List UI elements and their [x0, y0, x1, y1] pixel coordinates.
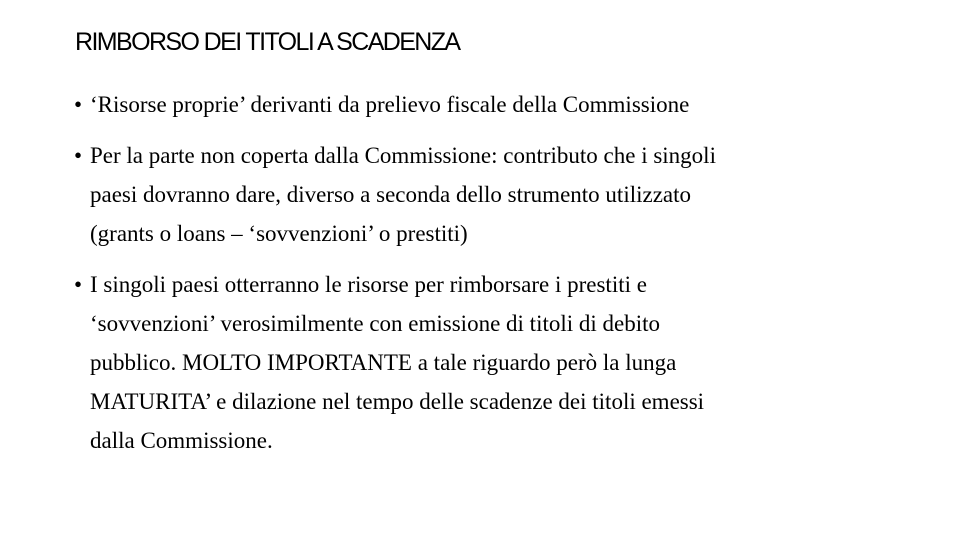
bullet-item [74, 85, 874, 124]
bullet-text [90, 85, 874, 124]
bullet-line: dalla Commissione. [90, 428, 273, 453]
bullet-line: pubblico. MOLTO IMPORTANTE a tale riguardo però la lunga [90, 350, 677, 375]
bullet-item [74, 265, 874, 460]
bullet-line: • Per la parte non coperta dalla Commissione: contributo che i singoli [90, 143, 716, 168]
bullet-text [90, 265, 874, 460]
bullet-item [74, 136, 874, 253]
bullet-line: ‘sovvenzioni’ verosimilmente con emissione di titoli di debito [90, 311, 661, 336]
bullet-line: • ‘Risorse proprie’ derivanti da prelievo fiscale della Commissione [90, 92, 690, 117]
slide-title: RIMBORSO DEI TITOLI A SCADENZA [75, 28, 460, 56]
bullet-line: (grants o loans – ‘sovvenzioni’ o prestiti) [90, 221, 468, 246]
bullet-line: • I singoli paesi otterranno le risorse per rimborsare i prestiti e [90, 272, 647, 297]
bullet-list [74, 85, 874, 472]
bullet-text [90, 136, 874, 253]
bullet-line: MATURITA’ e dilazione nel tempo delle scadenze dei titoli emessi [90, 389, 705, 414]
bullet-line: paesi dovranno dare, diverso a seconda dello strumento utilizzato [90, 182, 691, 207]
